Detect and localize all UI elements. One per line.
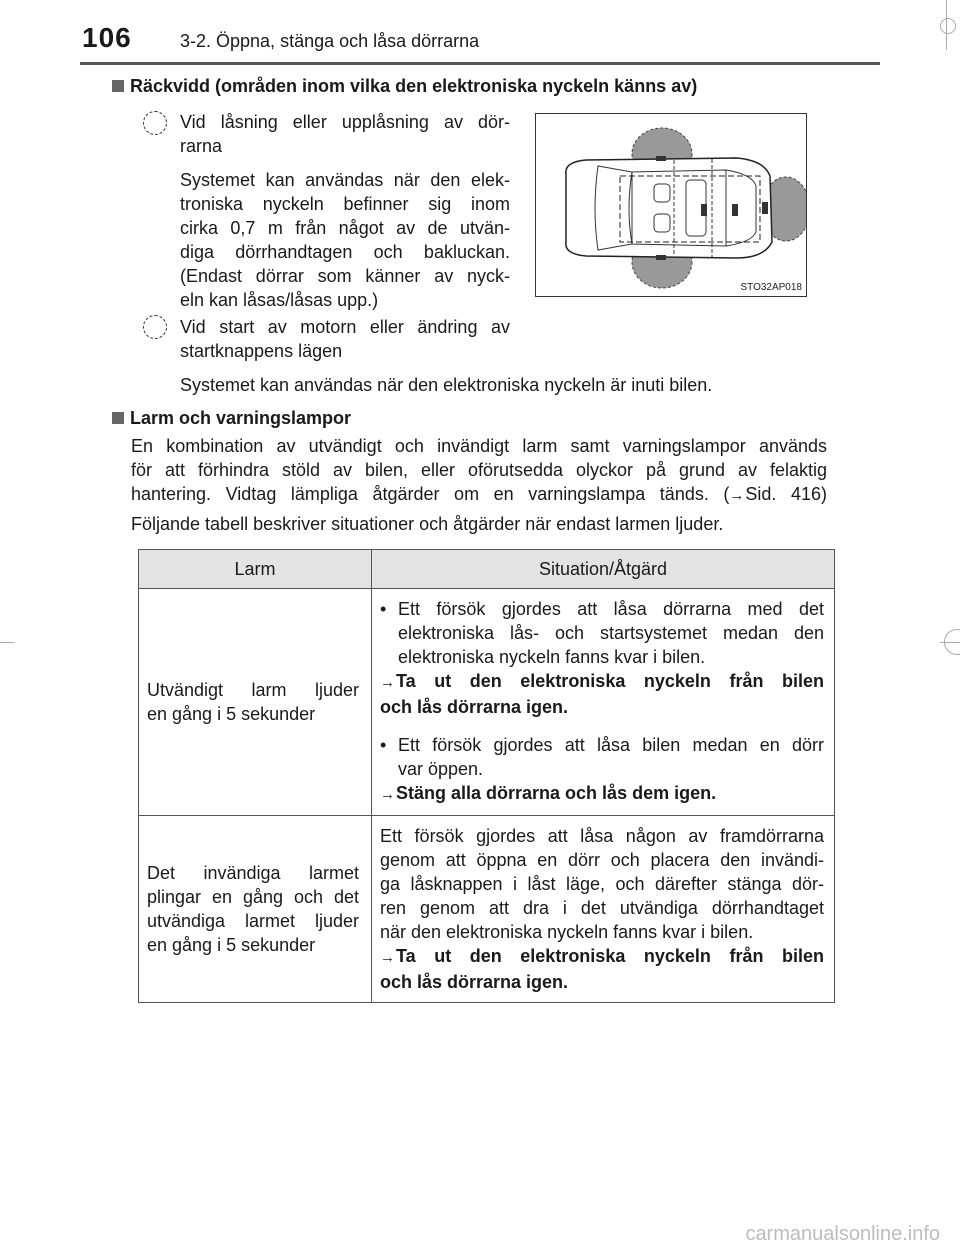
arrow-right-icon: →: [380, 674, 395, 691]
car-top-view-illustration: [536, 114, 806, 296]
arrow-right-icon: →: [380, 949, 395, 966]
car-windshield: [595, 166, 632, 250]
arrow-right-icon: →: [380, 786, 395, 803]
action-text: →Stäng alla dörrarna och lås dem igen.: [380, 781, 824, 807]
watermark: carmanualsonline.info: [745, 1223, 940, 1245]
situation-text: Ett försök gjordes att låsa någon av framdörrarna genom att öppna en dörr och placera den invändi- ga låsknappen i låst läge, och därefter stänga dör- ren genom att dra i det utvändiga dörrhandtaget när den elektroniska nyckeln fanns kvar i bilen.: [380, 826, 824, 942]
situation-cell: [372, 816, 835, 1003]
sensor-icon: [762, 202, 768, 214]
list-item: • Ett försök gjordes att låsa bilen medan en dörr var öppen.: [380, 733, 824, 781]
range-item1-body: Systemet kan användas när den elek- troniska nyckeln befinner sig inom cirka 0,7 m från något av de utvän- diga dörrhandtagen och bakluckan. (Endast dörrar som känner av nyck- eln kan låsas/låsas upp.): [180, 170, 510, 310]
range-item2-title: Vid start av motorn eller ändring av startknappens lägen: [180, 317, 510, 361]
range-item1-title: Vid låsning eller upplåsning av dör- rarna: [180, 112, 510, 156]
section-title: 3-2. Öppna, stänga och låsa dörrarna: [180, 31, 480, 51]
range-heading: [112, 76, 697, 97]
seat-front-right: [654, 214, 670, 232]
table-row: [139, 816, 835, 1003]
dashed-circle-icon: [143, 111, 167, 135]
arrow-right-icon: →: [729, 487, 745, 504]
alarm-cell: Det invändiga larmet plingar en gång och det utvändiga larmet ljuder en gång i 5 sekunder: [139, 816, 372, 1003]
dashed-circle-icon: [143, 315, 167, 339]
alarm-heading: [112, 408, 351, 429]
alarm-table: [138, 549, 835, 1003]
table-intro: Följande tabell beskriver situationer och åtgärder när endast larmen ljuder.: [131, 514, 724, 534]
sensor-icon: [732, 204, 738, 216]
crop-mark-left: [0, 642, 14, 643]
table-header-situation: Situation/Åtgärd: [372, 550, 835, 589]
list-item: • Ett försök gjordes att låsa dörrarna med det elektroniska lås- och startsystemet medan den elektroniska nyckeln fanns kvar i bilen.: [380, 597, 824, 669]
seat-front-left: [654, 184, 670, 202]
alarm-paragraph: En kombination av utvändigt och invändigt larm samt varningslampor används för att förhindra stöld av bilen, eller oförutsedda olyckor på grund av felaktig hantering. Vidtag lämpliga åtgärder om en varningslampa tänds. (→Sid. 416): [131, 434, 827, 508]
car-detection-range-figure: [535, 113, 807, 297]
range-heading-text: Räckvidd (områden inom vilka den elektroniska nyckeln känns av): [130, 76, 698, 96]
square-bullet-icon: [112, 412, 124, 424]
page-number: 106: [82, 22, 132, 53]
page-reference: Sid. 416): [745, 484, 827, 504]
car-rear-window: [726, 170, 756, 246]
sensor-icon: [656, 156, 666, 161]
alarm-cell: Utvändigt larm ljuder en gång i 5 sekunder: [139, 589, 372, 816]
sensor-icon: [701, 204, 707, 216]
figure-code: STO32AP018: [740, 282, 802, 293]
action-text: →Ta ut den elektroniska nyckeln från bilen och lås dörrarna igen.: [380, 946, 824, 992]
table-header-row: [139, 550, 835, 589]
registration-mark-top: [940, 18, 956, 34]
alarm-heading-text: Larm och varningslampor: [130, 408, 352, 428]
range-item1: [180, 110, 510, 312]
square-bullet-icon: [112, 80, 124, 92]
action-text: →Ta ut den elektroniska nyckeln från bilen och lås dörrarna igen.: [380, 671, 824, 717]
table-header-larm: Larm: [139, 550, 372, 589]
table-row: [139, 589, 835, 816]
sensor-icon: [656, 255, 666, 260]
registration-mark-middle: [944, 629, 960, 655]
situation-cell: [372, 589, 835, 816]
header-rule: [80, 62, 880, 65]
range-item2-body: Systemet kan användas när den elektroniska nyckeln är inuti bilen.: [180, 375, 713, 395]
